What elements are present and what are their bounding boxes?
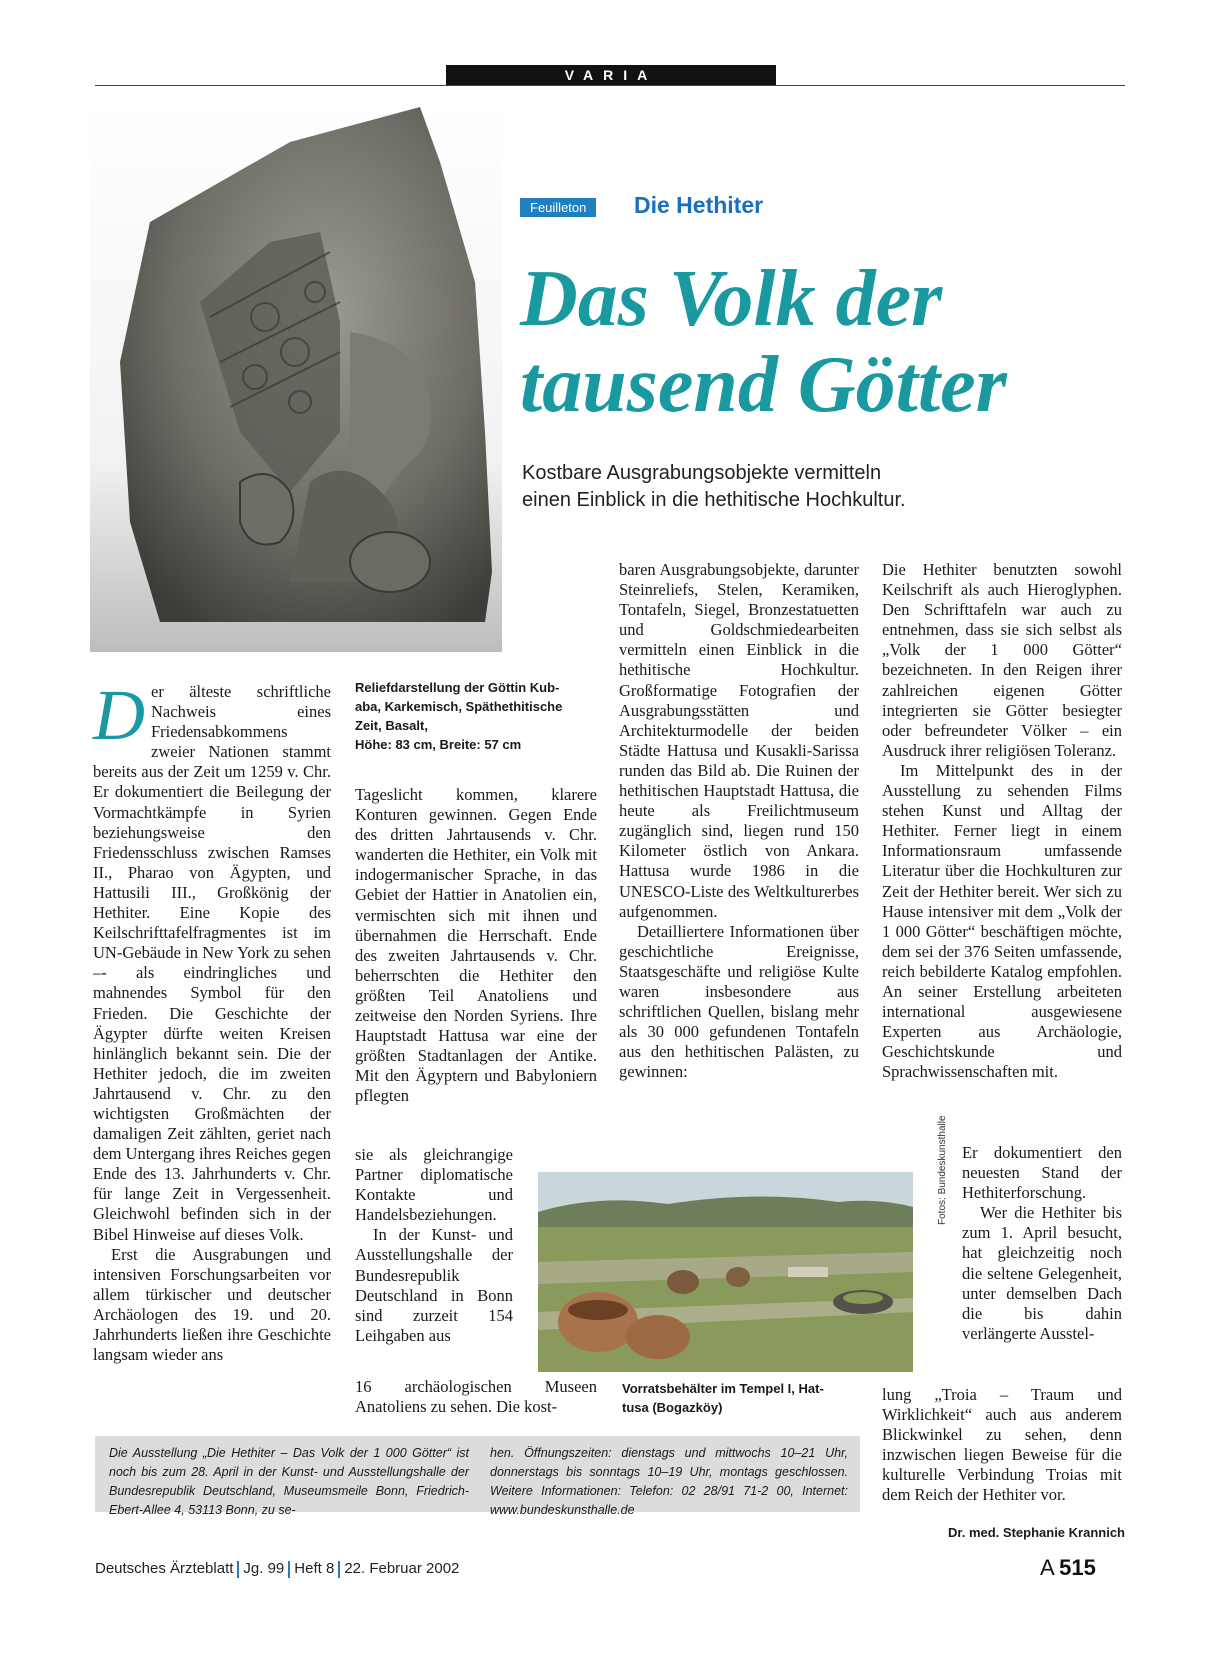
col2-paragraph-1: Tageslicht kommen, klarere Konturen gewinnen. Gegen Ende des dritten Jahrtausends v. Chr. wanderten die Hethiter, ein Volk mit indogermanischer Sprache, in das Gebiet der Hattier in Anatolien ein, vermischten sich mit ihnen und übernahmen die Herrschaft. Ende des zweiten Jahrtausends v. Chr. beherrschten die Hethiter den größten Teil Anatoliens und zeitweise den Norden Syriens. Ihre Hauptstadt Hattusa war eine der größten Stadtanlagen der Antike. Mit den Ägyptern und Babyloniern pflegten [355, 785, 597, 1106]
col3-paragraph-2: Detailliertere Informationen über geschichtliche Ereignisse, Staatsgeschäfte und religiöse Kulte waren insbesondere aus schriftlichen Quellen, bislang mehr als 30 000 gefundenen Tontafeln aus den hethitischen Palästen, zu gewinnen: [619, 921, 859, 1082]
deck-line-1: Kostbare Ausgrabungsobjekte vermitteln [522, 462, 882, 484]
column-2-lower [355, 1145, 513, 1346]
column-4-middle [962, 1143, 1122, 1344]
page-number-value: 515 [1059, 1555, 1096, 1580]
column-3 [619, 560, 859, 1082]
col1-paragraph-1: er älteste schriftliche Nachweis eines Friedensabkommens zweier Nationen stammt bereits aus der Zeit um 1259 v. Chr. Er dokumentiert die Beilegung der Vormachtkämpfe in Syrien beziehungsweise den Friedensschluss zwischen Ramses II., Pharao von Ägypten, und Hattusili III., Großkönig der Hethiter. Eine Kopie des Keilschrifttafelfragmentes ist im UN-Gebäude in New York zu sehen –- als eindringliches und mahnendes Symbol für den Frieden. Die Geschichte der Ägypter dürfte weiten Kreisen hinlänglich bekannt sein. Die der Hethiter jedoch, die im zweiten Jahrtausend v. Chr. zu den wichtigsten Großmächten der damaligen Zeit zählten, geriet nach dem Untergang ihres Reiches gegen Ende des 13. Jahrhunderts v. Chr. für lange Zeit in Vergessenheit. Gleichwohl befinden sich in der Bibel Hinweise auf dieses Volk. [93, 682, 331, 1244]
col4-paragraph-3-end: lung „Troia – Traum und Wirklichkeit“ auch aus anderem Blickwinkel zu sehen, denn inzwischen liegen Beweise für die kulturelle Verbindung Troias mit dem Reich der Hethiter vor. [882, 1385, 1122, 1505]
relief-caption-line-3: Zeit, Basalt, [355, 718, 428, 733]
col4-paragraph-2b: Er dokumentiert den neuesten Stand der Hethiterforschung. [962, 1143, 1122, 1203]
footer-issue: Heft 8 [294, 1560, 335, 1577]
col4-paragraph-1: Die Hethiter benutzten sowohl Keilschrift als auch Hieroglyphen. Den Schrifttafeln war auch zu entnehmen, dass sie sich selbst als „Volk der 1 000 Götter“ bezeichneten. In den Reigen ihrer zahlreichen eigenen Götter integrierten sie Götter besiegter oder befreundeter Völker – ein Ausdruck ihrer religiösen Toleranz. [882, 560, 1122, 760]
page-number [1040, 1555, 1096, 1581]
col1-paragraph-2: Erst die Ausgrabungen und intensiven Forschungsarbeiten vor allem türkischer und deutscher Archäologen des 19. und 20. Jahrhunderts ließen ihre Geschichte langsam wieder ans [93, 1244, 331, 1365]
author: Dr. med. Stephanie Krannich [948, 1525, 1125, 1540]
section-label: VARIA [446, 65, 776, 85]
relief-caption-line-2: aba, Karkemisch, Späthethitische [355, 699, 563, 714]
deck-line-2: einen Einblick in die hethitische Hochkultur. [522, 489, 906, 511]
col2-paragraph-2-end: 16 archäologischen Museen Anatoliens zu sehen. Die kost- [355, 1377, 597, 1417]
footer [95, 1560, 459, 1578]
deck [522, 460, 1082, 514]
col2-paragraph-1b: sie als gleichrangige Partner diplomatische Kontakte und Handelsbeziehungen. [355, 1145, 513, 1225]
ruins-caption-line-1: Vorratsbehälter im Tempel I, Hat- [622, 1381, 824, 1396]
info-box-right: hen. Öffnungszeiten: dienstags und mittwochs 10–21 Uhr, donnerstags bis sonntags 10–19 Uhr, montags geschlossen. Weitere Informationen: Telefon: 02 28/91 71-2 00, Internet: www.bundeskunsthalle.de [490, 1446, 848, 1517]
col4-paragraph-2: Im Mittelpunkt des in der Ausstellung zu sehenden Films stehen Kunst und Alltag der Hethiter. Ferner liegt in einem Informationsraum umfassende Literatur über die Hochkulturen zur Zeit der Hethiter bereit. Wer sich zu Hause intensiver mit dem „Volk der 1 000 Götter“ beschäftigen möchte, dem sei der 376 Seiten umfassende, reich bebilderte Katalog empfohlen. An seiner Erstellung arbeiteten international ausgewiesene Experten aus Archäologie, Geschichtskunde und Sprachwissenschaften mit. [882, 760, 1122, 1082]
kicker-title: Die Hethiter [634, 192, 764, 218]
relief-caption [355, 678, 595, 754]
headline [520, 256, 1120, 428]
headline-line-2: tausend Götter [520, 341, 1007, 429]
col4-paragraph-3: Wer die Hethiter bis zum 1. April besucht, hat gleichzeitig noch die seltene Gelegenheit, unter demselben Dach die bis dahin verlängerte Ausstel- [962, 1203, 1122, 1343]
column-4-bottom [882, 1385, 1122, 1506]
column-1 [93, 675, 331, 1365]
photo-credit: Fotos: Bundeskunsthalle [937, 1115, 948, 1225]
footer-separator [288, 1561, 290, 1578]
kicker-badge: Feuilleton [520, 198, 596, 217]
footer-volume: Jg. 99 [243, 1560, 285, 1577]
column-4-upper [882, 560, 1122, 1082]
footer-date: 22. Februar 2002 [344, 1560, 460, 1577]
drop-cap: D [93, 675, 145, 755]
footer-separator [237, 1561, 239, 1578]
ruins-photo [538, 1172, 913, 1372]
column-2-bottom [355, 1377, 597, 1417]
footer-separator [338, 1561, 340, 1578]
info-box-left: Die Ausstellung „Die Hethiter – Das Volk der 1 000 Götter“ ist noch bis zum 28. April in der Kunst- und Ausstellungshalle der Bundesrepublik Deutschland, Museumsmeile Bonn, Friedrich-Ebert-Allee 4, 53113 Bonn, zu se- [109, 1446, 469, 1517]
relief-caption-line-4: Höhe: 83 cm, Breite: 57 cm [355, 737, 522, 752]
ruins-caption [622, 1379, 862, 1417]
headline-line-1: Das Volk der [520, 255, 943, 343]
relief-caption-line-1: Reliefdarstellung der Göttin Kub- [355, 680, 560, 695]
header-rule [95, 85, 1125, 86]
page-prefix: A [1040, 1555, 1055, 1580]
relief-photo [90, 102, 502, 652]
col3-paragraph-1: baren Ausgrabungsobjekte, darunter Steinreliefs, Stelen, Keramiken, Tontafeln, Siegel, Bronzestatuetten und Goldschmiedearbeiten vermitteln einen Einblick in die hethitische Hochkultur. Großformatige Fotografien der Ausgrabungsstätten und Architekturmodelle der beiden Städte Hattusa und Kusakli-Sarissa runden das Bild ab. Die Ruinen der hethitischen Hauptstadt Hattusa, die heute als Freilichtmuseum zugänglich sind, liegen rund 150 Kilometer östlich von Ankara. Hattusa wurde 1986 in die UNESCO-Liste des Weltkulturerbes aufgenommen. [619, 560, 859, 921]
footer-journal: Deutsches Ärzteblatt [95, 1560, 234, 1577]
col2-paragraph-2: In der Kunst- und Ausstellungshalle der Bundesrepublik Deutschland in Bonn sind zurzeit 154 Leihgaben aus [355, 1225, 513, 1345]
column-2-upper [355, 785, 597, 1107]
info-box [95, 1436, 860, 1517]
ruins-caption-line-2: tusa (Bogazköy) [622, 1400, 723, 1415]
